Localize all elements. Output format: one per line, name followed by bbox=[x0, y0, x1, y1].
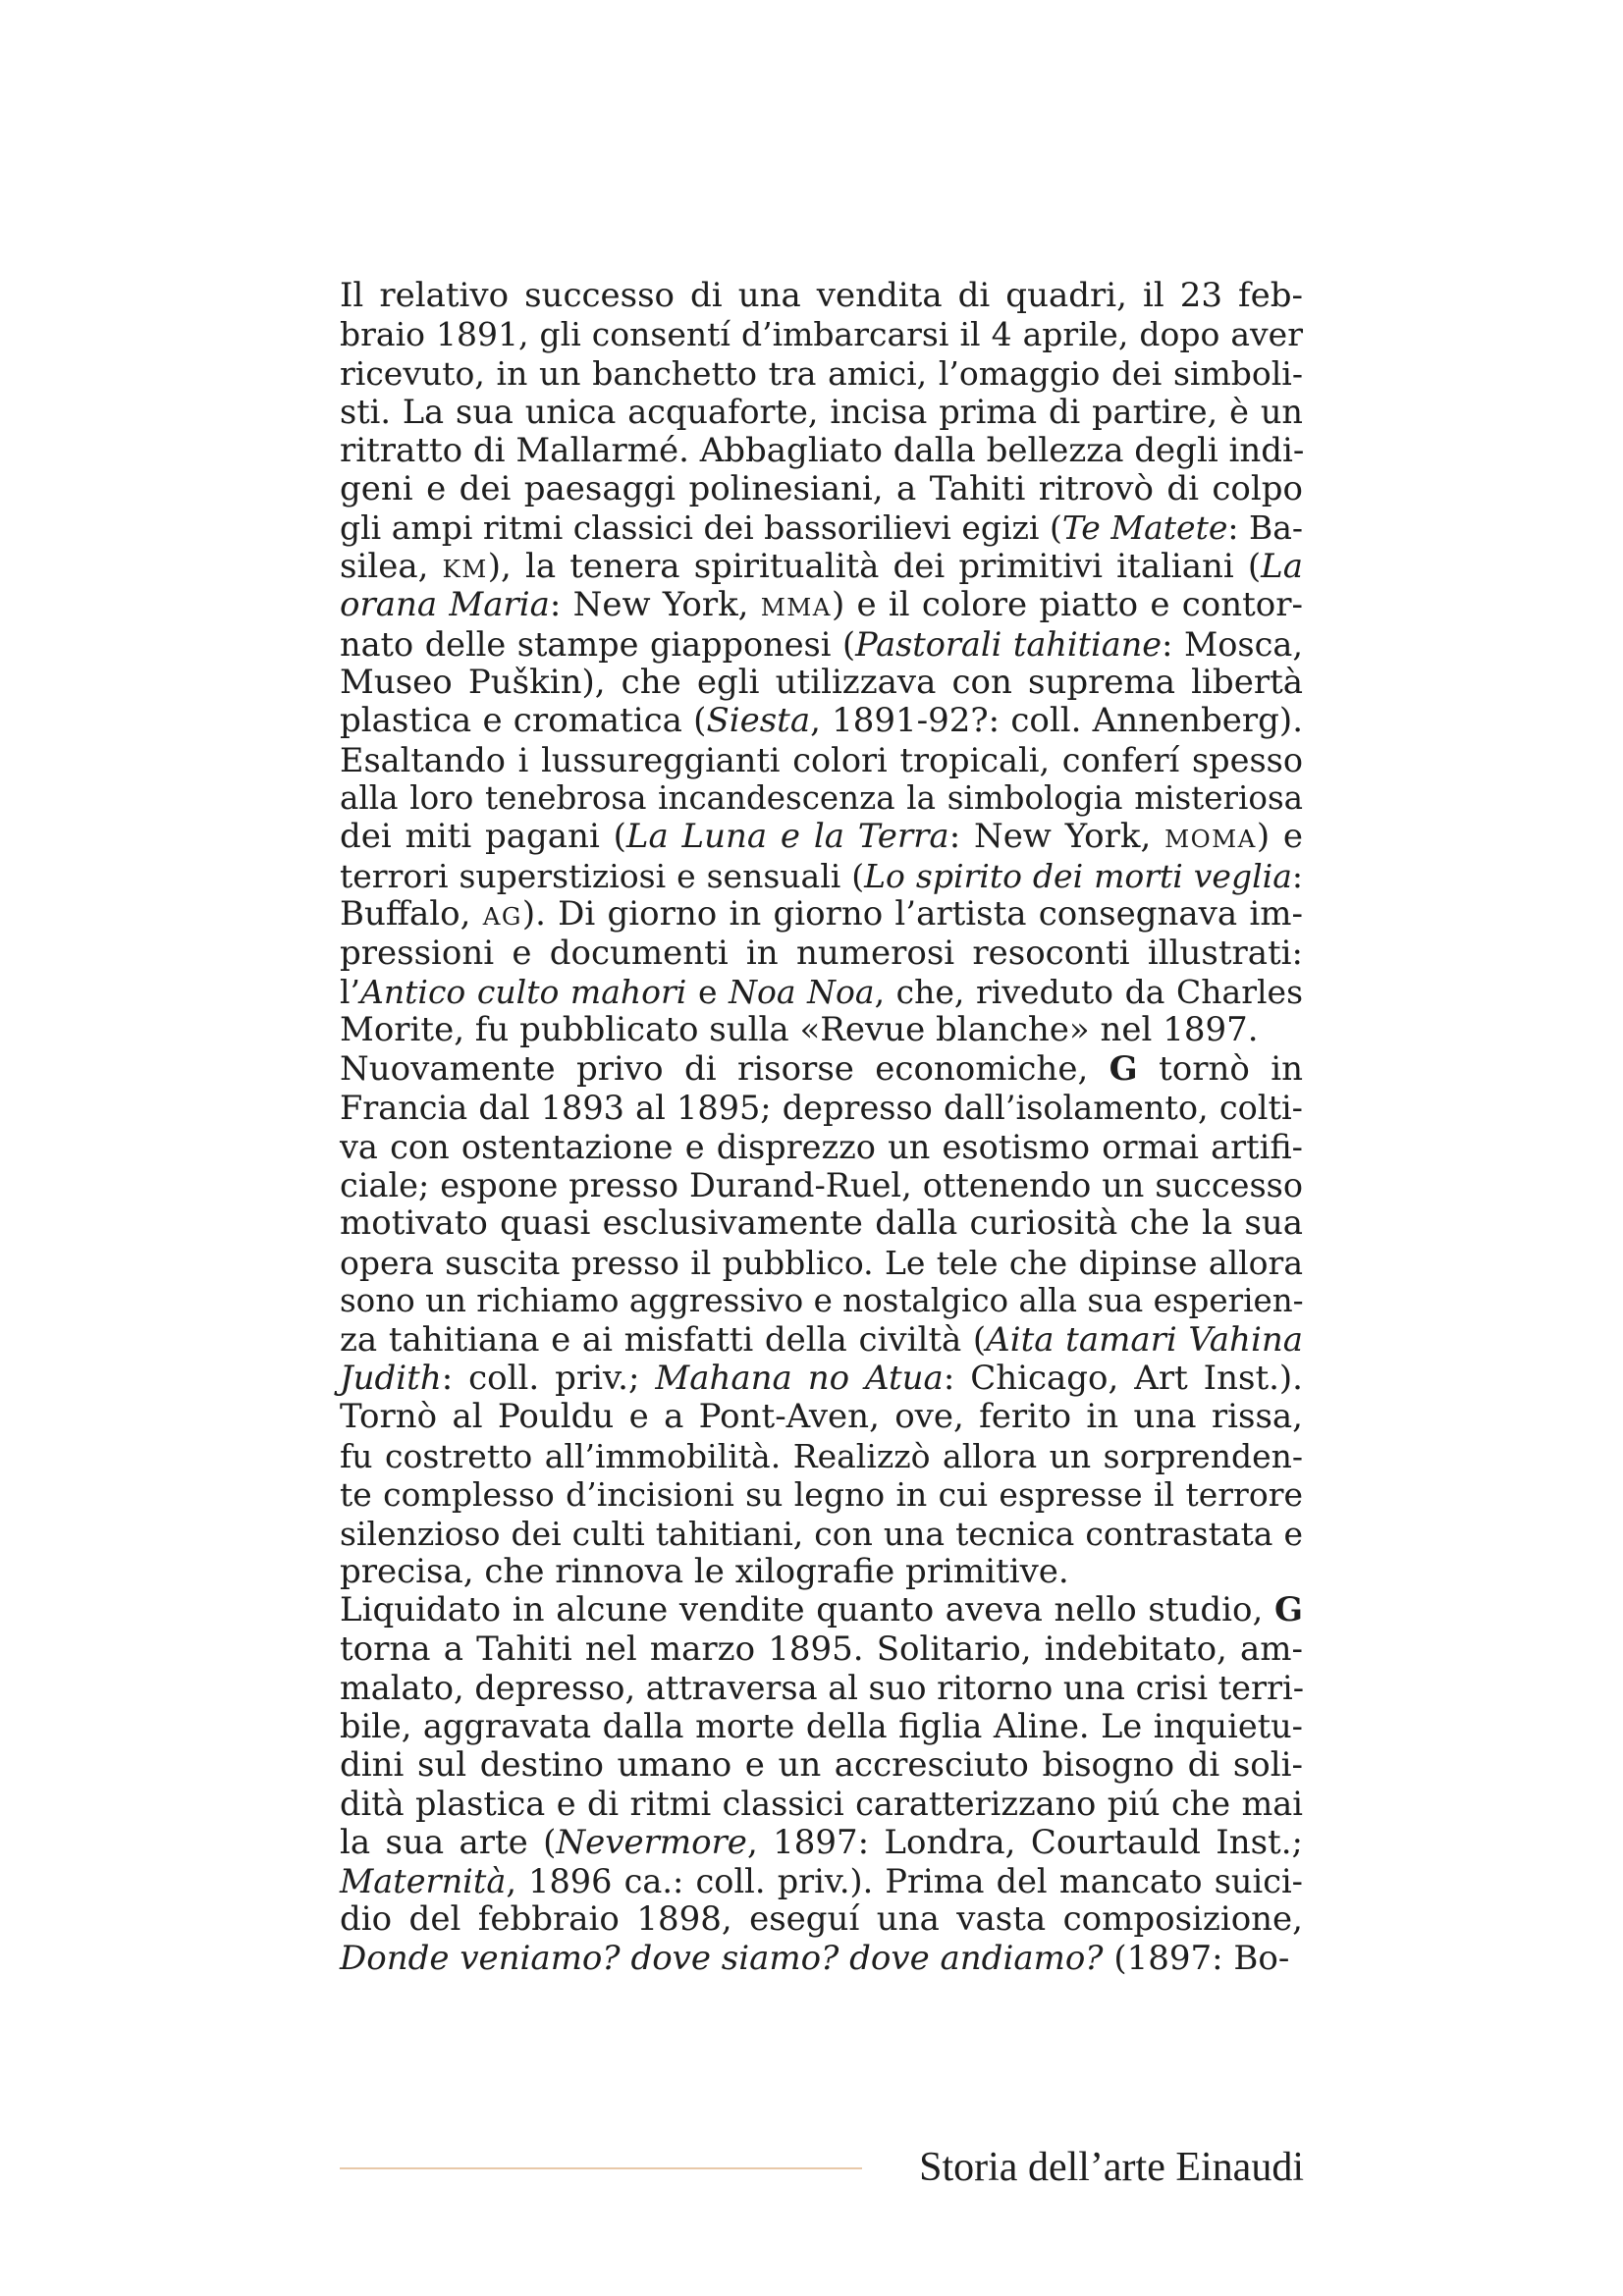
text-segment: opera suscita presso il pubblico. Le tele che dipinse allora bbox=[340, 1243, 1303, 1282]
text-segment: ) e il colore piatto e contor- bbox=[831, 585, 1303, 625]
text-segment: sono un richiamo aggressivo e nostalgico alla sua esperien- bbox=[340, 1282, 1304, 1320]
text-segment: silenzioso dei culti tahitiani, con una tecnica contrastata e bbox=[340, 1514, 1303, 1553]
text-segment: Nevermore bbox=[556, 1822, 747, 1862]
text-segment: ritratto di Mallarmé. Abbagliato dalla bellezza degli indi- bbox=[340, 430, 1305, 470]
text-segment: fu costretto all’immobilità. Realizzò allora un sorprenden- bbox=[340, 1436, 1303, 1475]
text-segment: ricevuto, in un banchetto tra amici, l’omaggio dei simboli- bbox=[340, 353, 1303, 393]
text-segment: dio del febbraio 1898, eseguí una vasta composizione, bbox=[340, 1899, 1303, 1940]
text-segment: Aita tamari Vahina bbox=[986, 1319, 1303, 1360]
text-segment: te complesso d’incisioni su legno in cui espresse il terrore bbox=[340, 1475, 1303, 1515]
text-segment: Francia dal 1893 al 1895; depresso dall’isolamento, colti- bbox=[340, 1089, 1303, 1128]
text-line bbox=[340, 1089, 1303, 1127]
text-segment: e bbox=[686, 973, 730, 1012]
text-segment: MMA bbox=[760, 593, 832, 622]
text-line bbox=[340, 1900, 1303, 1939]
text-segment: Noa Noa bbox=[729, 973, 875, 1012]
text-line bbox=[340, 1824, 1303, 1862]
text-segment: G bbox=[1273, 1590, 1303, 1630]
text-segment: La bbox=[1261, 546, 1303, 586]
text-segment: la sua arte ( bbox=[340, 1822, 557, 1862]
text-line bbox=[340, 277, 1303, 315]
text-line bbox=[340, 354, 1303, 393]
text-line bbox=[340, 1128, 1303, 1166]
footer-divider bbox=[340, 2167, 862, 2169]
text-line bbox=[340, 1282, 1303, 1320]
text-segment: KM bbox=[442, 554, 488, 583]
text-segment: Nuovamente privo di risorse economiche, bbox=[340, 1048, 1109, 1089]
text-segment: La Luna e la Terra bbox=[625, 817, 949, 857]
text-line bbox=[340, 1707, 1303, 1745]
text-segment: va con ostentazione e disprezzo un esotismo ormai artifi- bbox=[340, 1127, 1303, 1166]
text-line bbox=[340, 1244, 1303, 1282]
text-segment: Donde veniamo? dove siamo? dove andiamo? bbox=[340, 1938, 1104, 1978]
text-segment: : coll. priv.; bbox=[441, 1358, 656, 1398]
body-text bbox=[340, 277, 1303, 1978]
text-segment: ), la tenera spiritualità dei primitivi italiani ( bbox=[487, 546, 1262, 586]
text-line bbox=[340, 1746, 1303, 1785]
text-segment: : New York, bbox=[549, 585, 761, 625]
text-line bbox=[340, 1204, 1303, 1243]
text-line bbox=[340, 895, 1303, 934]
text-segment: dei miti pagani ( bbox=[340, 817, 626, 857]
text-segment: silea, bbox=[340, 546, 443, 586]
text-line bbox=[340, 1166, 1303, 1204]
text-segment: gli ampi ritmi classici dei bassorilievi egizi ( bbox=[340, 508, 1062, 548]
text-segment: Museo Puškin), che egli utilizzava con suprema libertà bbox=[340, 662, 1303, 702]
text-segment: MOMA bbox=[1164, 825, 1257, 854]
text-segment: (1897: Bo- bbox=[1103, 1938, 1290, 1978]
text-line bbox=[340, 470, 1303, 508]
text-line bbox=[340, 818, 1303, 856]
text-segment: AG bbox=[482, 902, 522, 932]
text-segment: geni e dei paesaggi polinesiani, a Tahiti ritrovò di colpo bbox=[340, 468, 1303, 508]
text-line bbox=[340, 1011, 1303, 1049]
text-segment: Siesta bbox=[706, 701, 811, 741]
text-line bbox=[340, 1669, 1303, 1707]
text-line bbox=[340, 1553, 1303, 1591]
text-segment: , 1891-92?: coll. Annenberg). bbox=[810, 701, 1304, 741]
text-segment: malato, depresso, attraversa al suo ritorno una crisi terri- bbox=[340, 1669, 1305, 1708]
text-segment: Liquidato in alcune vendite quanto aveva nello studio, bbox=[340, 1590, 1274, 1630]
text-line bbox=[340, 1591, 1303, 1629]
text-segment: Maternità bbox=[340, 1862, 507, 1901]
text-segment: motivato quasi esclusivamente dalla curiosità che la sua bbox=[340, 1203, 1303, 1244]
text-line bbox=[340, 1475, 1303, 1514]
text-segment: Antico culto mahori bbox=[360, 973, 687, 1012]
text-segment: Il relativo successo di una vendita di quadri, il 23 feb- bbox=[340, 276, 1303, 315]
text-segment: , che, riveduto da Charles bbox=[874, 973, 1304, 1012]
text-segment: Judith bbox=[340, 1358, 442, 1398]
text-segment: l’ bbox=[340, 973, 361, 1012]
text-line bbox=[340, 1862, 1303, 1900]
text-line bbox=[340, 1515, 1303, 1553]
text-segment: ) e bbox=[1256, 817, 1303, 857]
text-line bbox=[340, 1785, 1303, 1823]
text-line bbox=[340, 432, 1303, 470]
text-line bbox=[340, 1940, 1303, 1978]
text-line bbox=[340, 315, 1303, 353]
text-segment: orana Maria bbox=[340, 585, 550, 625]
text-line bbox=[340, 1437, 1303, 1475]
text-segment: Mahana no Atua bbox=[655, 1358, 944, 1398]
text-segment: ciale; espone presso Durand-Ruel, ottenendo un successo bbox=[340, 1165, 1303, 1204]
text-segment: Tornò al Pouldu e a Pont-Aven, ove, ferito in una rissa, bbox=[340, 1397, 1303, 1437]
text-segment: , 1896 ca.: coll. priv.). Prima del mancato suici- bbox=[506, 1862, 1303, 1901]
text-segment: pressioni e documenti in numerosi resoconti illustrati: bbox=[340, 933, 1303, 973]
text-segment: : Chicago, Art Inst.). bbox=[943, 1358, 1303, 1398]
text-segment: , 1897: Londra, Courtauld Inst.; bbox=[746, 1822, 1303, 1862]
text-segment: : Mosca, bbox=[1162, 624, 1304, 664]
text-segment: dini sul destino umano e un accresciuto bisogno di soli- bbox=[340, 1744, 1303, 1785]
text-segment: terrori superstiziosi e sensuali ( bbox=[340, 856, 865, 895]
text-segment: sti. La sua unica acquaforte, incisa prima di partire, è un bbox=[340, 393, 1303, 432]
text-line bbox=[340, 1398, 1303, 1436]
text-segment: Morite, fu pubblicato sulla «Revue blanche» nel 1897. bbox=[340, 1010, 1259, 1050]
text-line bbox=[340, 1360, 1303, 1398]
text-line bbox=[340, 1050, 1303, 1089]
text-segment: : New York, bbox=[948, 817, 1165, 857]
text-segment: Te Matete bbox=[1061, 508, 1228, 548]
text-segment: ). Di giorno in giorno l’artista consegnava im- bbox=[521, 894, 1303, 934]
text-segment: : Ba- bbox=[1227, 508, 1304, 548]
text-segment: Lo spirito dei morti veglia bbox=[864, 856, 1292, 895]
text-segment: bile, aggravata dalla morte della figlia Aline. Le inquietu- bbox=[340, 1707, 1303, 1746]
text-line bbox=[340, 857, 1303, 895]
text-line bbox=[340, 934, 1303, 973]
text-segment: precisa, che rinnova le xilografie primitive. bbox=[340, 1551, 1069, 1591]
text-segment: : bbox=[1291, 856, 1303, 895]
text-segment: alla loro tenebrosa incandescenza la simbologia misteriosa bbox=[340, 779, 1303, 818]
text-line bbox=[340, 1321, 1303, 1360]
text-segment: braio 1891, gli consentí d’imbarcarsi il 4 aprile, dopo aver bbox=[340, 315, 1303, 354]
text-segment: torna a Tahiti nel marzo 1895. Solitario, indebitato, am- bbox=[340, 1629, 1303, 1669]
footer-title: Storia dell’arte Einaudi bbox=[919, 2145, 1304, 2190]
text-line bbox=[340, 586, 1303, 624]
text-segment: plastica e cromatica ( bbox=[340, 701, 707, 741]
text-line bbox=[340, 702, 1303, 740]
text-segment: Buffalo, bbox=[340, 894, 483, 934]
text-line bbox=[340, 508, 1303, 547]
text-segment: G bbox=[1109, 1048, 1138, 1089]
text-line bbox=[340, 664, 1303, 702]
text-line bbox=[340, 741, 1303, 779]
text-segment: za tahitiana e ai misfatti della civiltà ( bbox=[340, 1319, 987, 1360]
text-segment: tornò in bbox=[1137, 1048, 1304, 1089]
text-line bbox=[340, 625, 1303, 664]
text-segment: dità plastica e di ritmi classici caratterizzano piú che mai bbox=[340, 1785, 1303, 1824]
text-line bbox=[340, 393, 1303, 431]
text-segment: Pastorali tahitiane bbox=[855, 624, 1163, 664]
text-line bbox=[340, 548, 1303, 586]
text-line bbox=[340, 779, 1303, 818]
text-segment: nato delle stampe giapponesi ( bbox=[340, 624, 856, 664]
text-line bbox=[340, 1630, 1303, 1669]
text-segment: Esaltando i lussureggianti colori tropicali, conferí spesso bbox=[340, 740, 1303, 779]
text-line bbox=[340, 973, 1303, 1011]
